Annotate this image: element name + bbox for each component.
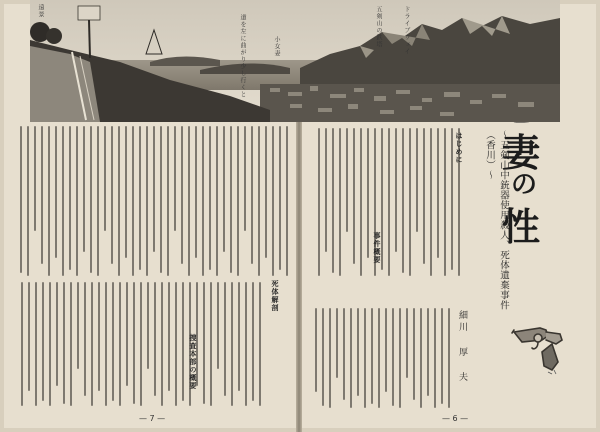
heading-autopsy: 死体解剖 (271, 280, 280, 312)
body-text-line (224, 282, 226, 396)
body-text-line (272, 126, 274, 276)
body-text-line (216, 126, 218, 276)
body-text-line (350, 308, 352, 408)
body-text-line (125, 126, 127, 258)
body-text-line (203, 282, 205, 404)
body-text-line (27, 126, 29, 276)
body-text-line (174, 126, 176, 231)
body-text-line (90, 126, 92, 273)
body-text-line (385, 308, 387, 392)
body-text-line (181, 126, 183, 264)
body-text-line (441, 308, 443, 404)
body-text-line (154, 282, 156, 396)
left-lower-text-block (18, 282, 263, 406)
body-text-line (175, 282, 177, 406)
heading-case-summary: 事件概要 (373, 232, 382, 264)
right-lower-text-block (312, 308, 452, 408)
body-text-line (364, 308, 366, 408)
body-text-line (392, 308, 394, 406)
body-text-line (126, 282, 128, 386)
left-page-number: — 7 — (139, 414, 166, 423)
body-text-line (346, 128, 348, 232)
body-text-line (244, 126, 246, 231)
body-text-line (258, 126, 260, 276)
body-text-line (160, 126, 162, 273)
body-text-line (360, 128, 362, 276)
body-text-line (147, 282, 149, 369)
body-text-line (325, 128, 327, 252)
body-text-line (112, 282, 114, 401)
body-text-line (343, 308, 345, 400)
body-text-line (223, 126, 225, 252)
body-text-line (318, 128, 320, 276)
body-text-line (402, 128, 404, 273)
body-text-line (167, 126, 169, 276)
body-text-line (104, 126, 106, 231)
right-upper-text-block (312, 128, 462, 276)
body-text-line (63, 282, 65, 404)
body-text-line (41, 126, 43, 264)
body-text-line (406, 308, 408, 378)
body-text-line (259, 282, 261, 406)
heading-intro: はじめに (455, 132, 464, 164)
caption-roadside: 道を左に曲がり少し行くと (239, 14, 246, 98)
heading-investigation: 捜査本部の概要 (189, 334, 198, 390)
left-upper-text-block (18, 126, 290, 276)
body-text-line (217, 282, 219, 369)
body-text-line (210, 282, 212, 406)
body-text-line (378, 308, 380, 408)
body-text-line (367, 128, 369, 258)
body-text-line (251, 126, 253, 264)
body-text-line (161, 282, 163, 406)
body-text-line (437, 128, 439, 258)
body-text-line (252, 282, 254, 401)
body-text-line (202, 126, 204, 276)
body-text-line (279, 126, 281, 270)
body-text-line (20, 126, 22, 273)
body-text-line (62, 126, 64, 276)
body-text-line (371, 308, 373, 404)
body-text-line (133, 282, 135, 404)
body-text-line (409, 128, 411, 276)
body-text-line (286, 126, 288, 276)
body-text-line (427, 308, 429, 396)
body-text-line (132, 126, 134, 276)
title-char-4: 性 (502, 204, 541, 249)
body-text-line (265, 126, 267, 258)
body-text-line (55, 126, 57, 258)
body-text-line (451, 128, 453, 270)
body-text-line (139, 126, 141, 270)
landscape-photo (30, 0, 560, 122)
body-text-line (56, 282, 58, 386)
body-text-line (434, 308, 436, 408)
body-text-line (83, 126, 85, 252)
author-name: 細川 厚 夫 (457, 310, 467, 384)
body-text-line (69, 126, 71, 270)
body-text-line (97, 126, 99, 276)
body-text-line (146, 126, 148, 276)
body-text-line (76, 126, 78, 276)
body-text-line (91, 282, 93, 406)
body-text-line (315, 308, 317, 392)
title-char-3: の (511, 170, 538, 200)
body-text-line (182, 282, 184, 401)
body-text-line (395, 128, 397, 252)
body-text-line (430, 128, 432, 276)
body-text-line (98, 282, 100, 391)
body-text-line (353, 128, 355, 264)
body-text-line (416, 128, 418, 232)
body-text-line (357, 308, 359, 396)
body-text-line (332, 128, 334, 273)
body-text-line (444, 128, 446, 276)
body-text-line (21, 282, 23, 406)
body-text-line (35, 282, 37, 406)
body-text-line (231, 282, 233, 406)
body-text-line (168, 282, 170, 391)
body-text-line (111, 126, 113, 264)
body-text-line (322, 308, 324, 406)
body-text-line (238, 282, 240, 391)
body-text-line (230, 126, 232, 273)
body-text-line (423, 128, 425, 264)
body-text-line (420, 308, 422, 408)
body-text-line (140, 282, 142, 406)
body-text-line (70, 282, 72, 406)
right-page-number: — 6 — (442, 414, 469, 423)
caption-distant-view: 遠景 (37, 4, 44, 18)
body-text-line (339, 128, 341, 276)
body-text-line (28, 282, 30, 391)
body-text-line (49, 282, 51, 406)
body-text-line (119, 282, 121, 406)
body-text-line (48, 126, 50, 276)
body-text-line (105, 282, 107, 406)
caption-small: 小女妻 (273, 36, 280, 57)
body-text-line (118, 126, 120, 276)
body-text-line (195, 126, 197, 258)
body-text-line (399, 308, 401, 408)
caption-driveway: ドライブウェイ (403, 6, 410, 55)
body-text-line (237, 126, 239, 276)
body-text-line (84, 282, 86, 396)
body-text-line (448, 308, 450, 408)
body-text-line (388, 128, 390, 276)
body-text-line (42, 282, 44, 401)
caption-tower: 五剣山の鉄塔 (375, 6, 382, 48)
body-text-line (413, 308, 415, 400)
body-text-line (245, 282, 247, 406)
body-text-line (209, 126, 211, 270)
body-text-line (336, 308, 338, 378)
body-text-line (153, 126, 155, 252)
body-text-line (188, 126, 190, 276)
body-text-line (34, 126, 36, 231)
body-text-line (329, 308, 331, 408)
body-text-line (77, 282, 79, 369)
title-char-2: 妻 (502, 130, 541, 175)
subtitle: 〜五剣山中銃器使用殺人、死体遺棄事件（香川）〜 (484, 130, 509, 310)
revolver-illustration (508, 318, 568, 380)
